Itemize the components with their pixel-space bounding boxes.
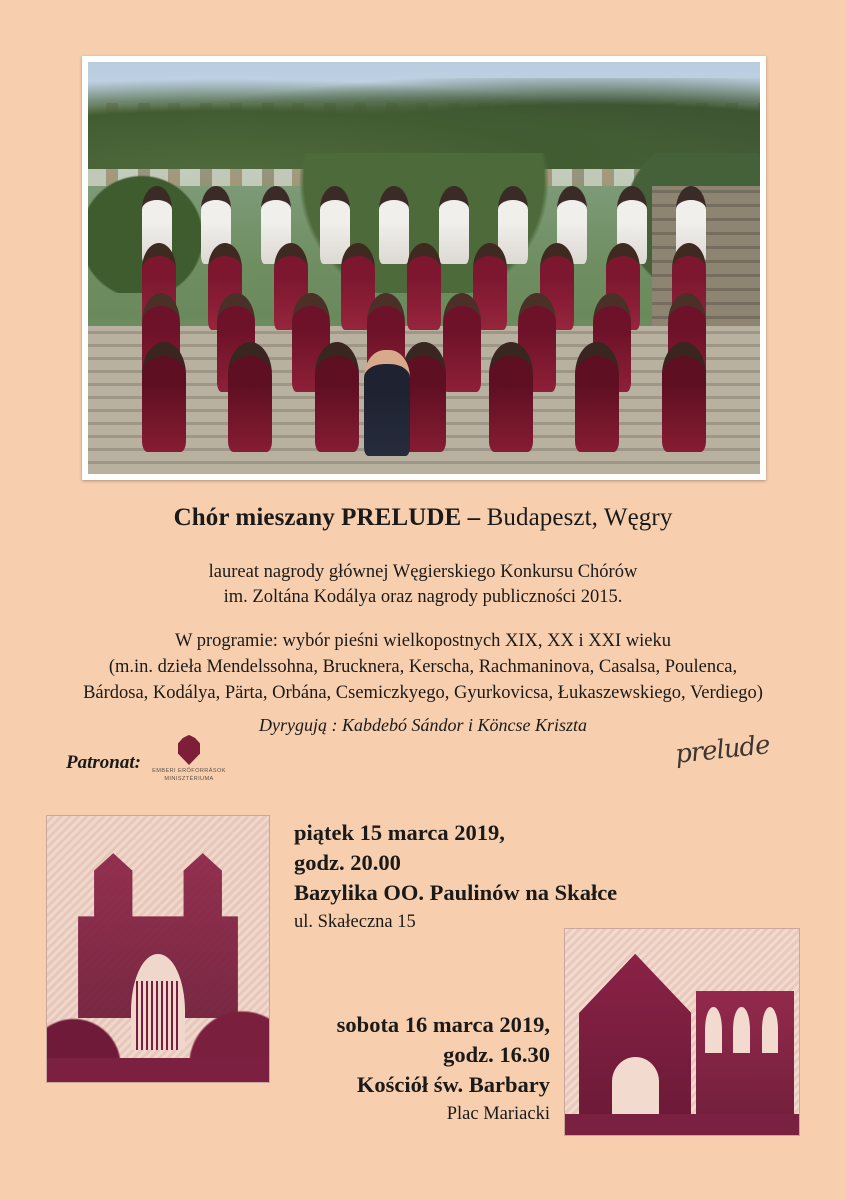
hungarian-crest-icon bbox=[178, 735, 200, 765]
ministry-name-line-2: MINISZTÉRIUMA bbox=[164, 775, 214, 782]
concert-1-address: ul. Skałeczna 15 bbox=[294, 912, 416, 932]
concert-2-time: godz. 16.30 bbox=[443, 1042, 550, 1067]
barbara-window-1 bbox=[705, 1007, 721, 1052]
poster-headline bbox=[0, 504, 846, 532]
barbara-portal bbox=[612, 1057, 659, 1119]
poster-programme bbox=[0, 628, 846, 706]
programme-line-1: W programie: wybór pieśni wielkopostnych XIX, XX i XXI wieku bbox=[175, 631, 671, 651]
choir-photo bbox=[88, 62, 760, 474]
patronage-label: Patronat: bbox=[66, 752, 141, 773]
photo-conductor bbox=[364, 350, 410, 456]
barbara-ground bbox=[565, 1114, 799, 1135]
concert-1-time: godz. 20.00 bbox=[294, 850, 401, 875]
barbara-window-2 bbox=[733, 1007, 749, 1052]
programme-line-3: Bárdosa, Kodálya, Pärta, Orbána, Csemiczkyego, Gyurkovicsa, Łukaszewskiego, Verdiego) bbox=[83, 683, 763, 703]
poster-subline bbox=[0, 560, 846, 610]
photo-choir-row-front bbox=[142, 342, 706, 452]
concert-2-details bbox=[337, 1010, 550, 1128]
st-barbara-church-image bbox=[564, 928, 800, 1136]
skalka-ground bbox=[47, 1058, 269, 1082]
subline-line-1: laureat nagrody głównej Węgierskiego Konkursu Chórów bbox=[208, 562, 638, 582]
ministry-logo bbox=[148, 735, 230, 783]
skalka-basilica-image bbox=[46, 815, 270, 1083]
concert-1-venue: Bazylika OO. Paulinów na Skałce bbox=[294, 880, 618, 905]
programme-line-2: (m.in. dzieła Mendelssohna, Brucknera, Kerscha, Rachmaninova, Casalsa, Poulenca, bbox=[108, 657, 738, 677]
barbara-window-3 bbox=[762, 1007, 778, 1052]
concert-2-venue: Kościół św. Barbary bbox=[356, 1072, 550, 1097]
concert-1-date: piątek 15 marca 2019, bbox=[294, 820, 505, 845]
headline-city: Budapeszt, Węgry bbox=[486, 504, 673, 531]
subline-line-2: im. Zoltána Kodálya oraz nagrody publiczności 2015. bbox=[223, 587, 623, 607]
concert-2-date: sobota 16 marca 2019, bbox=[336, 1012, 550, 1037]
choir-photo-frame bbox=[82, 56, 766, 480]
concert-2-address: Plac Mariacki bbox=[446, 1104, 550, 1124]
ministry-name-line-1: EMBERI ERŐFORRÁSOK bbox=[152, 768, 226, 774]
prelude-signature-logo: prelude bbox=[674, 730, 772, 770]
concert-1-details bbox=[294, 818, 617, 936]
headline-choir-name: Chór mieszany PRELUDE – bbox=[173, 504, 487, 531]
poster-conductors: Dyrygują : Kabdebó Sándor i Köncse Kriszta bbox=[259, 715, 587, 735]
